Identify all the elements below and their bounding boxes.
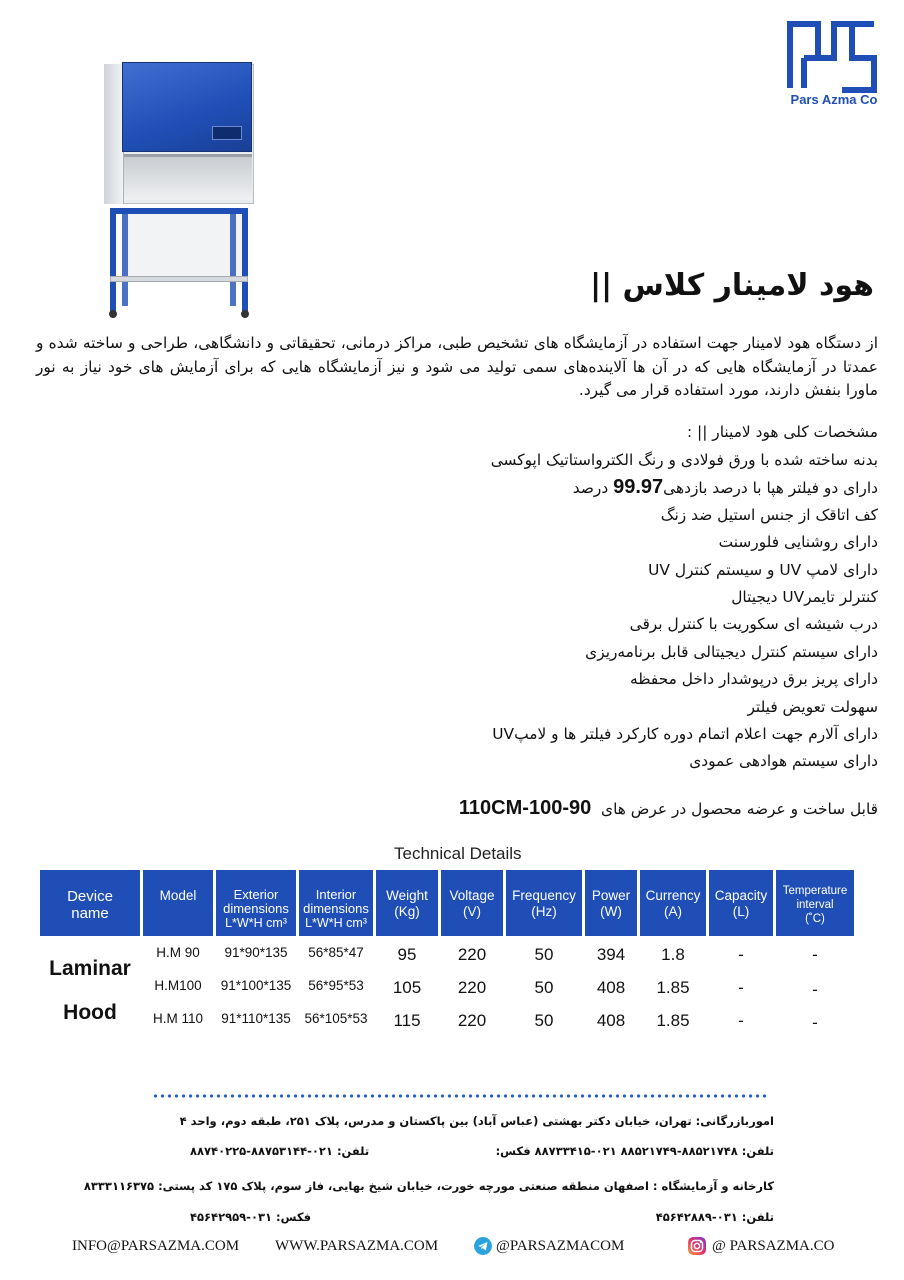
header-line: L*W*H cm³	[225, 916, 287, 930]
cell-capacity: -	[738, 978, 744, 997]
feature-item	[491, 474, 878, 501]
header-capacity	[709, 870, 773, 936]
header-frequency	[506, 870, 582, 936]
specs-heading: مشخصات کلی هود لامینار || :	[686, 423, 878, 441]
header-temperature	[776, 870, 854, 936]
header-line: (˚C)	[805, 913, 825, 925]
feature-item: کنترلر تایمرUV دیجیتال	[731, 587, 878, 606]
office-phones-2: تلفن: ۰۲۱-۸۸۷۵۳۱۴۴-۸۸۷۴۰۲۲۵	[190, 1144, 370, 1158]
feature-item: دارای پریز برق درپوشدار داخل محفظه	[630, 670, 878, 689]
header-line: Frequency	[512, 888, 576, 903]
header-weight	[376, 870, 438, 936]
office-phones: تلفن: ۸۸۵۲۱۷۴۸-۸۸۵۲۱۷۴۹ ۰۲۱-۸۸۷۳۳۴۱۵ فکس:	[495, 1144, 774, 1158]
header-line: Weight	[386, 888, 428, 903]
cell-voltage: 220	[457, 978, 487, 997]
header-line: dimensions	[223, 901, 289, 916]
feature-item: دارای آلارم جهت اعلام اتمام دوره کارکرد فیلتر ها و لامپUV	[492, 724, 878, 743]
office-address: اموربازرگانی: تهران، خیابان دکتر بهشتی (عباس آباد) بین پاکستان و مدرس، پلاک ۲۵۱، طبقه دوم، واحد ۴	[179, 1114, 774, 1128]
product-image	[96, 58, 256, 320]
cell-exterior: 91*100*135	[220, 978, 292, 993]
header-line: (W)	[600, 904, 622, 919]
header-line: Interior	[315, 887, 357, 902]
intro-paragraph: از دستگاه هود لامینار جهت استفاده در آزمایشگاه های تشخیص طبی، مراکز درمانی، تحقیقاتی و دانشگاهی، طراحی و ساخته شده و عمدتا در آزمایشگاه هایی که در آن ها آلاینده‌های سمی تولید می شود و نیز آزمایشگاه هایی که برای آزمایش های خود نیاز به نور ماورا بنفش دارند، مورد استفاده قرار می گیرد.	[36, 334, 878, 399]
cell-weight: 95	[397, 945, 417, 964]
header-line: Exterior	[233, 887, 279, 902]
device-name-line-2: Hood	[63, 1001, 117, 1024]
cell-power: 394	[596, 945, 626, 964]
header-line: Capacity	[714, 888, 768, 903]
cell-voltage: 220	[457, 1011, 487, 1030]
header-device-name	[40, 870, 140, 936]
cell-power: 408	[596, 1011, 626, 1030]
cell-temperature: -	[812, 980, 818, 999]
header-power	[585, 870, 637, 936]
header-line: Currency	[645, 888, 701, 903]
website-link[interactable]: WWW.PARSAZMA.COM	[275, 1238, 439, 1254]
header-line: Power	[591, 888, 631, 903]
header-line: interval	[796, 899, 834, 911]
factory-phone: تلفن: ۰۳۱-۴۵۶۴۲۸۸۹	[655, 1210, 774, 1224]
cell-model: H.M100	[154, 978, 202, 993]
header-line: (Kg)	[394, 904, 420, 919]
header-line: Temperature	[782, 885, 848, 897]
cell-interior: 56*105*53	[304, 1011, 368, 1026]
cell-weight: 105	[392, 978, 422, 997]
email-link[interactable]: INFO@PARSAZMA.COM	[72, 1238, 240, 1254]
header-line: (L)	[732, 904, 750, 919]
feature-text: درصد	[572, 479, 614, 498]
header-exterior	[216, 870, 296, 936]
header-interior	[299, 870, 373, 936]
cell-exterior: 91*90*135	[224, 945, 288, 960]
instagram-handle[interactable]: @ PARSAZMA.CO	[712, 1238, 835, 1254]
cell-current: 1.85	[656, 1011, 690, 1030]
header-voltage	[441, 870, 503, 936]
cell-frequency: 50	[534, 1011, 554, 1030]
header-line: dimensions	[303, 901, 369, 916]
efficiency-value: 99.97	[613, 476, 664, 499]
cell-frequency: 50	[534, 945, 554, 964]
feature-item: دارای سیستم کنترل دیجیتالی قابل برنامه‌ریزی	[585, 642, 878, 661]
cell-current: 1.85	[656, 978, 690, 997]
cell-voltage: 220	[457, 945, 487, 964]
header-line: (A)	[664, 904, 682, 919]
cell-interior: 56*85*47	[308, 945, 364, 960]
header-line: Voltage	[449, 888, 495, 903]
widths-value: 90-100-110CM	[458, 797, 592, 819]
header-line: name	[71, 905, 109, 922]
cell-exterior: 91*110*135	[221, 1011, 291, 1026]
header-line: L*W*H cm³	[305, 916, 367, 930]
feature-item: درب شیشه ای سکوریت با کنترل برقی	[629, 615, 878, 634]
feature-item: کف اتاقک از جنس استیل ضد زنگ	[660, 505, 878, 524]
brand-name: Pars Azma Co	[790, 92, 878, 107]
cell-model: H.M 90	[156, 945, 200, 960]
feature-item: دارای روشنایی فلورسنت	[718, 533, 878, 552]
feature-list	[491, 447, 878, 776]
cell-current: 1.8	[661, 945, 685, 964]
feature-text: دارای دو فیلتر هپا با درصد بازدهی	[663, 479, 878, 498]
cell-model: H.M 110	[152, 1011, 204, 1026]
header-line: (Hz)	[531, 904, 557, 919]
factory-fax: فکس: ۰۳۱-۴۵۶۴۲۹۵۹	[190, 1210, 312, 1224]
telegram-handle[interactable]: @PARSAZMACOM	[496, 1238, 625, 1254]
feature-item: دارای سیستم هوادهی عمودی	[689, 752, 878, 771]
widths-line	[459, 793, 878, 823]
telegram-icon	[474, 1237, 492, 1255]
technical-details-title: Technical Details	[394, 844, 522, 863]
page-title: هود لامینار کلاس ||	[590, 268, 874, 303]
widths-text: قابل ساخت و عرضه محصول در عرض های	[601, 800, 878, 818]
cell-frequency: 50	[534, 978, 554, 997]
header-currency	[640, 870, 706, 936]
factory-address: کارخانه و آزمایشگاه : اصفهان منطقه صنعتی مورچه خورت، خیابان شیخ بهایی، فاز سوم، پلاک ۱۷۵ کد پستی: ۸۳۳۳۱۱۶۳۷۵	[83, 1179, 774, 1193]
cell-power: 408	[596, 978, 626, 997]
header-line: Device	[67, 888, 113, 905]
cell-capacity: -	[738, 1011, 744, 1030]
cell-capacity: -	[738, 945, 744, 964]
feature-item: بدنه ساخته شده با ورق فولادی و رنگ الکترواستاتیک اپوکسی	[490, 451, 878, 469]
cell-temperature: -	[812, 1013, 818, 1032]
header-model	[143, 870, 213, 936]
dotted-divider	[152, 1094, 768, 1098]
feature-item: سهولت تعویض فیلتر	[747, 697, 878, 716]
feature-item: دارای لامپ UV و سیستم کنترل UV	[648, 560, 878, 579]
header-line: Model	[159, 888, 197, 903]
cell-interior: 56*95*53	[308, 978, 364, 993]
instagram-icon	[688, 1237, 706, 1255]
device-name-line-1: Laminar	[49, 957, 131, 980]
header-line: (V)	[463, 904, 481, 919]
cell-weight: 115	[393, 1011, 421, 1030]
cell-temperature: -	[812, 945, 818, 964]
